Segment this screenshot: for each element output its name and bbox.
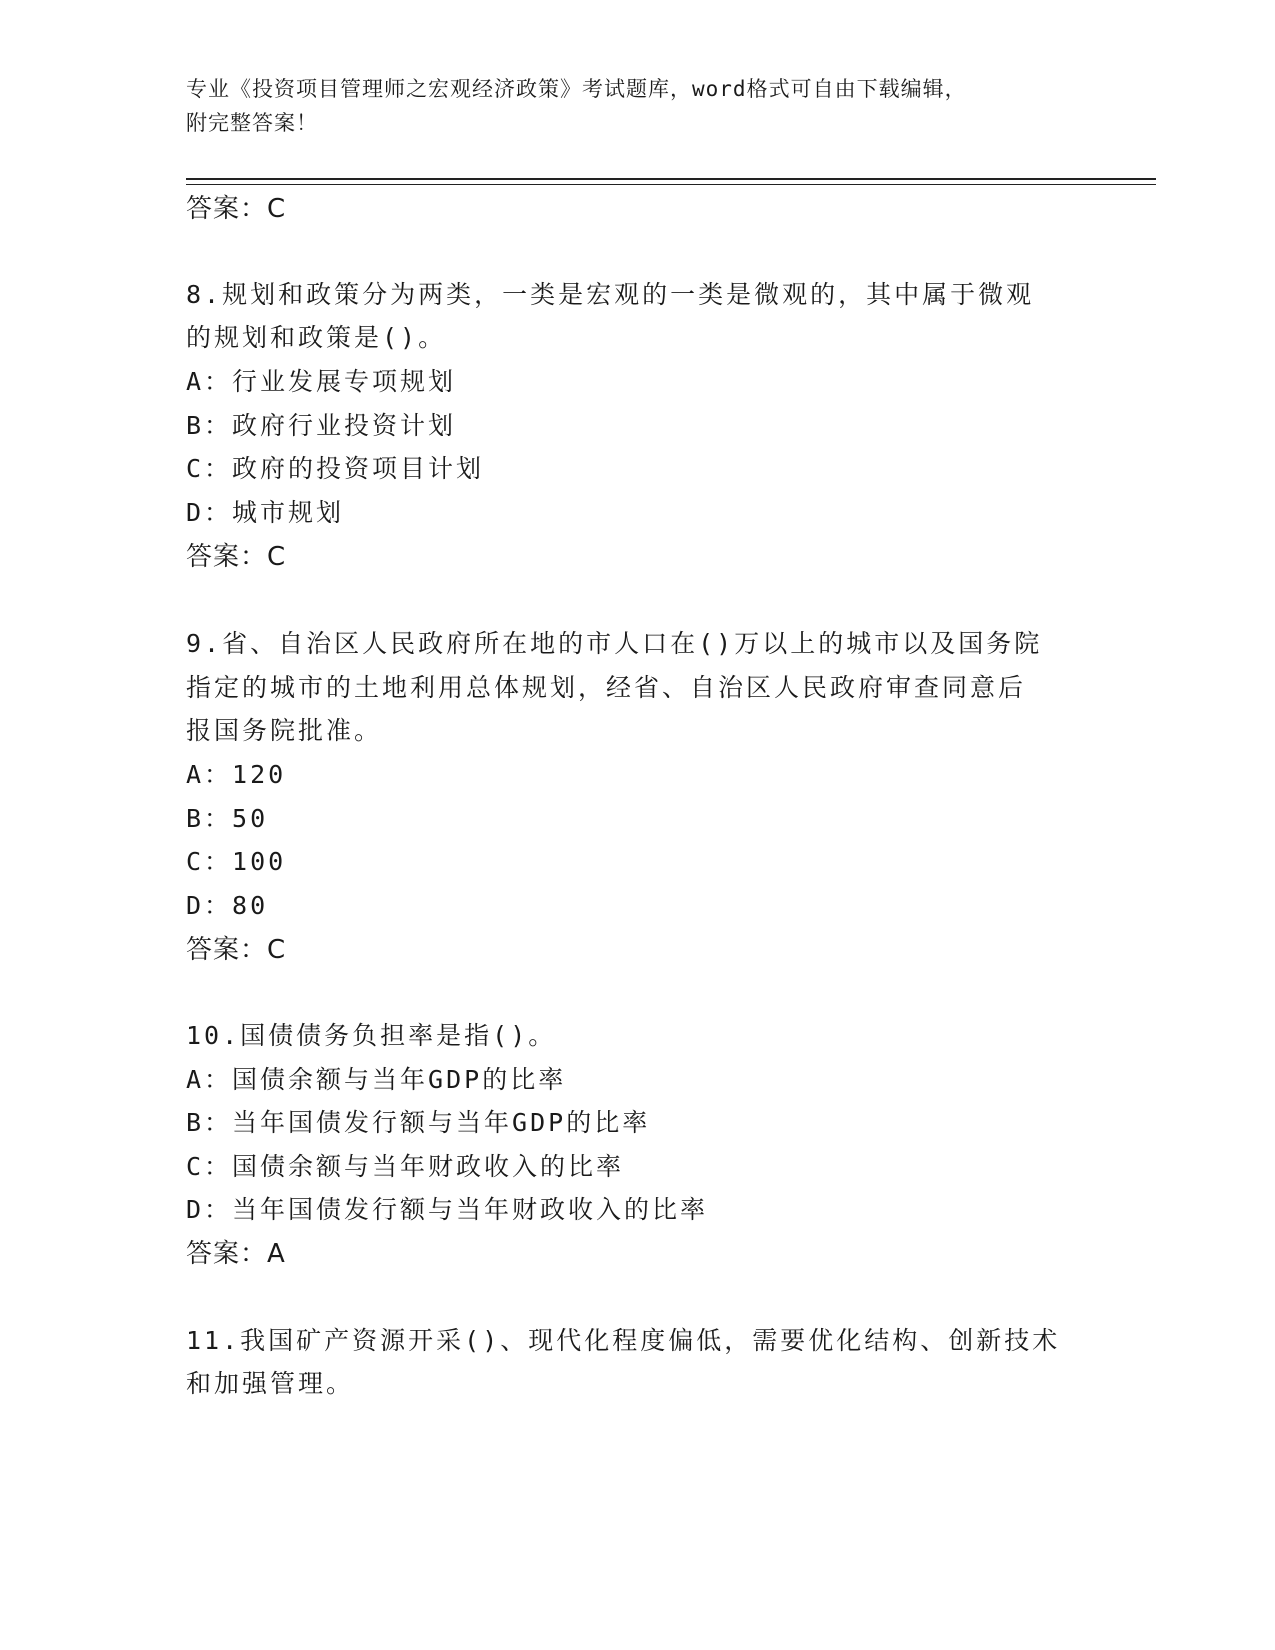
question-10-option-b: B：当年国债发行额与当年GDP的比率 — [186, 1108, 651, 1137]
question-9-option-c: C：100 — [186, 847, 287, 876]
question-9-stem-line-1: 9.省、自治区人民政府所在地的市人口在()万以上的城市以及国务院 — [186, 629, 1043, 658]
document-header — [186, 72, 1086, 140]
question-10-option-c: C：国债余额与当年财政收入的比率 — [186, 1152, 625, 1181]
question-11-stem-line-1: 11.我国矿产资源开采()、现代化程度偏低，需要优化结构、创新技术 — [186, 1326, 1061, 1355]
question-9-option-b: B：50 — [186, 804, 269, 833]
question-10-stem-line-1: 10.国债债务负担率是指()。 — [186, 1021, 557, 1050]
question-8-option-d: D：城市规划 — [186, 498, 345, 527]
question-8-stem-line-2: 的规划和政策是()。 — [186, 323, 447, 352]
answer-q7: 答案：C — [186, 194, 287, 224]
question-9-option-d: D：80 — [186, 891, 269, 920]
question-9-stem-line-3: 报国务院批准。 — [186, 716, 383, 745]
answer-q9: 答案：C — [186, 935, 287, 965]
question-10-option-a: A：国债余额与当年GDP的比率 — [186, 1065, 567, 1094]
header-divider-thin — [186, 184, 1156, 185]
question-8-option-a: A：行业发展专项规划 — [186, 367, 457, 396]
question-11-stem-line-2: 和加强管理。 — [186, 1369, 355, 1398]
answer-q10: 答案：A — [186, 1239, 286, 1269]
answer-q8: 答案：C — [186, 542, 287, 572]
question-9-option-a: A：120 — [186, 760, 287, 789]
header-divider-thick — [186, 178, 1156, 180]
question-8-stem-line-1: 8.规划和政策分为两类，一类是宏观的一类是微观的，其中属于微观 — [186, 280, 1035, 309]
question-8-option-b: B：政府行业投资计划 — [186, 411, 457, 440]
question-9-stem-line-2: 指定的城市的土地利用总体规划，经省、自治区人民政府审查同意后 — [186, 673, 1027, 702]
question-8-option-c: C：政府的投资项目计划 — [186, 454, 485, 483]
header-line-2: 附完整答案！ — [186, 111, 318, 135]
header-line-1: 专业《投资项目管理师之宏观经济政策》考试题库，word格式可自由下载编辑， — [186, 77, 967, 101]
question-10-option-d: D：当年国债发行额与当年财政收入的比率 — [186, 1195, 709, 1224]
